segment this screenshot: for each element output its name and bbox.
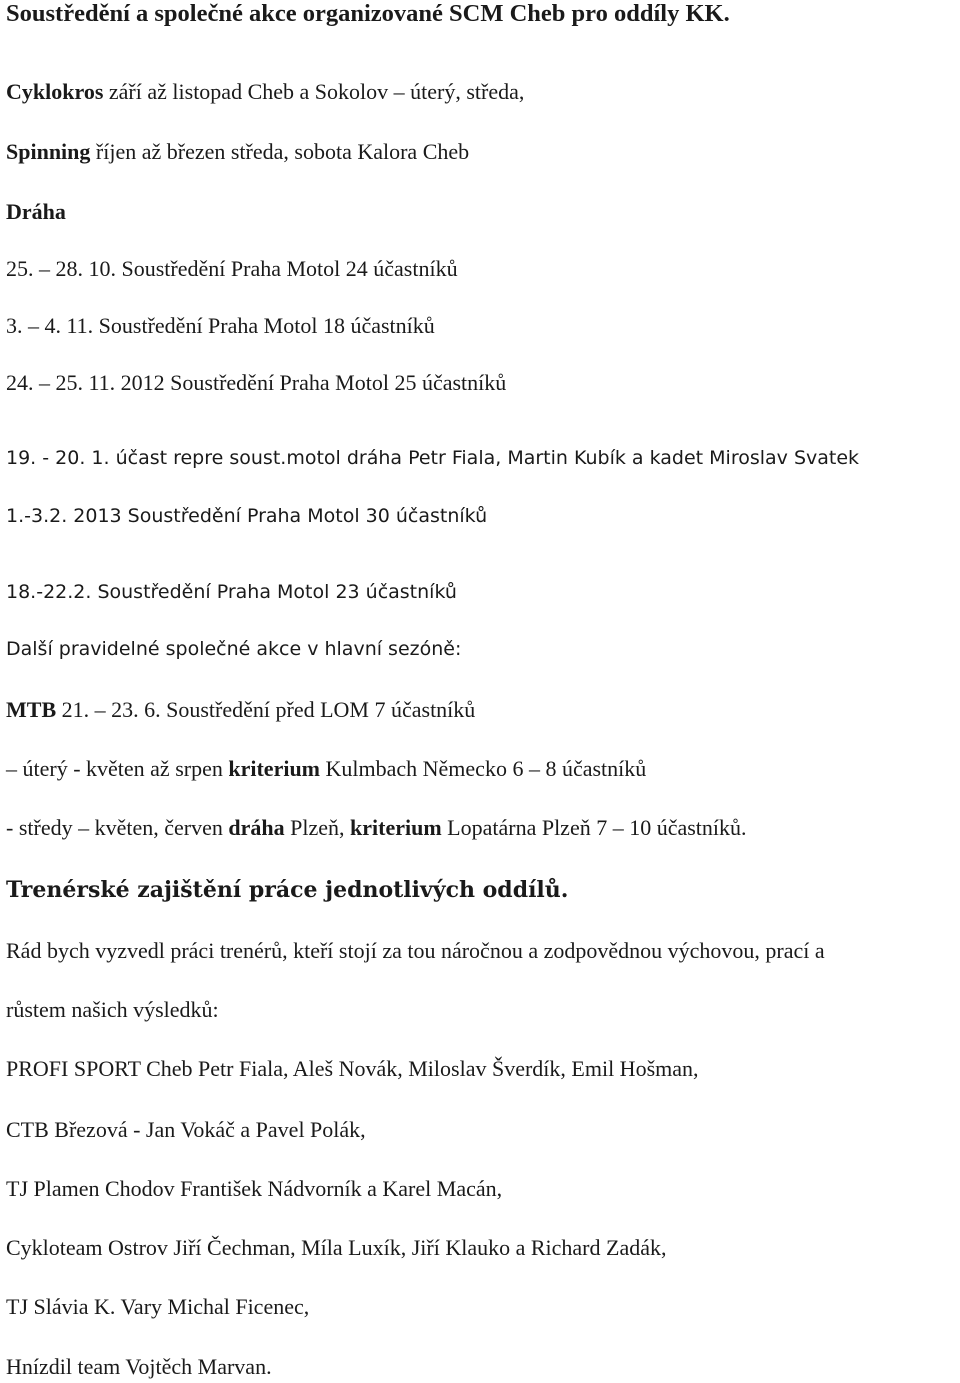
cyklokros-label: Cyklokros bbox=[6, 79, 104, 104]
wednesday-line bbox=[6, 814, 747, 842]
intro-line-2: růstem našich výsledků: bbox=[6, 997, 219, 1022]
mtb-text: 21. – 23. 6. Soustředění před LOM 7 účastníků bbox=[56, 697, 476, 722]
club-line: Hnízdil team Vojtěch Marvan. bbox=[6, 1354, 272, 1379]
trainer-heading: Trenérské zajištění práce jednotlivých oddílů. bbox=[6, 877, 569, 903]
tuesday-post: Kulmbach Německo 6 – 8 účastníků bbox=[320, 756, 647, 781]
draha-heading: Dráha bbox=[6, 199, 66, 224]
event-line: 3. – 4. 11. Soustředění Praha Motol 18 účastníků bbox=[6, 313, 435, 338]
mtb-line bbox=[6, 696, 475, 724]
event-line: 18.-22.2. Soustředění Praha Motol 23 účastníků bbox=[6, 581, 457, 603]
tuesday-pre: – úterý - květen až srpen bbox=[6, 756, 229, 781]
event-line: 24. – 25. 11. 2012 Soustředění Praha Motol 25 účastníků bbox=[6, 370, 507, 395]
club-line: TJ Plamen Chodov František Nádvorník a Karel Macán, bbox=[6, 1176, 503, 1201]
wednesday-draha: dráha bbox=[228, 815, 285, 840]
spinning-label: Spinning bbox=[6, 139, 91, 164]
document-title: Soustředění a společné akce organizované SCM Cheb pro oddíly KK. bbox=[6, 0, 730, 27]
event-line: 25. – 28. 10. Soustředění Praha Motol 24 účastníků bbox=[6, 256, 458, 281]
event-line: 19. - 20. 1. účast repre soust.motol dráha Petr Fiala, Martin Kubík a kadet Miroslav Svatek bbox=[6, 447, 860, 469]
mtb-label: MTB bbox=[6, 697, 57, 722]
club-line: CTB Březová - Jan Vokáč a Pavel Polák, bbox=[6, 1117, 366, 1142]
club-line: PROFI SPORT Cheb Petr Fiala, Aleš Novák, Miloslav Šverdík, Emil Hošman, bbox=[6, 1056, 699, 1081]
wednesday-mid: Plzeň, bbox=[284, 815, 350, 840]
intro-line-1: Rád bych vyzvedl práci trenérů, kteří stojí za tou náročnou a zodpovědnou výchovou, prací a bbox=[6, 938, 825, 963]
wednesday-kriterium: kriterium bbox=[350, 815, 442, 840]
wednesday-post: Lopatárna Plzeň 7 – 10 účastníků. bbox=[441, 815, 747, 840]
cyklokros-line bbox=[6, 78, 524, 106]
next-actions-line: Další pravidelné společné akce v hlavní sezóně: bbox=[6, 638, 462, 660]
tuesday-kriterium: kriterium bbox=[228, 756, 321, 781]
wednesday-pre: - středy – květen, červen bbox=[6, 815, 229, 840]
event-line: 1.-3.2. 2013 Soustředění Praha Motol 30 účastníků bbox=[6, 505, 488, 527]
tuesday-line bbox=[6, 755, 646, 783]
spinning-line bbox=[6, 138, 469, 166]
club-line: Cykloteam Ostrov Jiří Čechman, Míla Luxík, Jiří Klauko a Richard Zadák, bbox=[6, 1235, 667, 1260]
cyklokros-text: září až listopad Cheb a Sokolov – úterý, středa, bbox=[103, 79, 525, 104]
club-line: TJ Slávia K. Vary Michal Ficenec, bbox=[6, 1294, 310, 1319]
spinning-text: říjen až březen středa, sobota Kalora Cheb bbox=[90, 139, 470, 164]
